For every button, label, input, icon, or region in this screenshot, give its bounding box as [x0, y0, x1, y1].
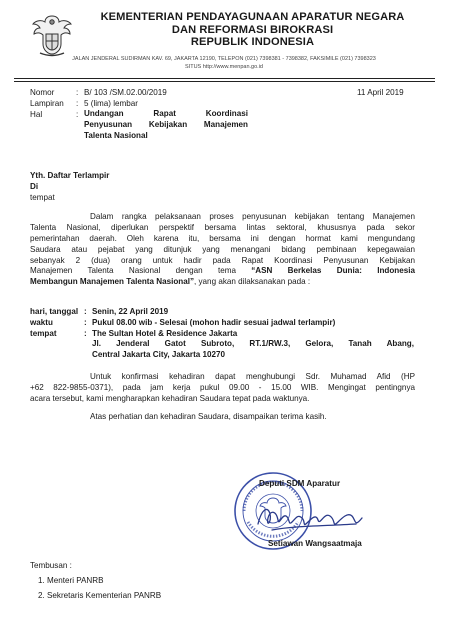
signatory-name: Setiawan Wangsaatmaja [268, 539, 362, 548]
letterhead [80, 11, 425, 49]
tempat-line-3: Central Jakarta City, Jakarta 10270 [92, 349, 226, 359]
hari-value: Senin, 22 April 2019 [92, 307, 169, 316]
p1-line-3: pemerintahan daerah. Oleh karena itu, bersama ini dengan hormat kami mengundang [30, 233, 415, 243]
signatory-title: Deputi SDM Aparatur [259, 479, 341, 488]
waktu-value: Pukul 08.00 wib - Selesai (mohon hadir sesuai jadwal terlampir) [92, 318, 336, 327]
letterhead-line-1: KEMENTERIAN PENDAYAGUNAAN APARATUR NEGARA [100, 11, 405, 23]
hari-label: hari, tanggal [30, 307, 79, 316]
p2-line-1: Untuk konfirmasi kehadiran dapat menghubungi Sdr. Muhamad Afid (HP [90, 372, 415, 381]
letterhead-rule-thin [14, 81, 435, 82]
p1-line-7-text: , yang akan dilaksanakan pada : [194, 277, 311, 287]
hal-value [84, 109, 248, 142]
letterhead-address [18, 55, 430, 71]
p1-line-7 [30, 277, 415, 288]
p2-line-2: +62 822-9855-0371), pada jam kerja pukul 09.00 - 15.00 WIB. Mengingat pentingnya [30, 382, 415, 392]
letter-date: 11 April 2019 [357, 88, 404, 97]
tempat-line-2: Jl. Jenderal Gatot Subroto, RT.1/RW.3, Gelora, Tanah Abang, [92, 339, 414, 348]
recipient-line-2: Di [30, 182, 39, 191]
tembusan-label: Tembusan : [30, 561, 72, 570]
p1-line-4: Saudara atau pejabat yang ditunjuk yang menangani bidang pembinaan kepegawaian [30, 244, 415, 254]
website-text: SITUS http://www.menpan.go.id [185, 64, 263, 70]
body-paragraph-1 [30, 212, 415, 288]
lampiran-colon: : [76, 99, 79, 108]
tempat-address [92, 339, 414, 361]
p1-theme-part-2: Membangun Manajemen Talenta Nasional” [30, 277, 195, 287]
nomor-value: B/ 103 /SM.02.00/2019 [84, 88, 167, 97]
tempat-line-1: The Sultan Hotel & Residence Jakarta [92, 329, 238, 338]
p2-line-3: acara tersebut, kami mengharapkan kehadiran Saudara tepat pada waktunya. [30, 393, 310, 403]
hal-line-1: Undangan Rapat Koordinasi [84, 109, 248, 118]
waktu-colon: : [84, 318, 87, 327]
tembusan-item-2: 2. Sekretaris Kementerian PANRB [38, 591, 162, 600]
hal-label: Hal [30, 110, 43, 119]
letterhead-line-2: DAN REFORMASI BIROKRASI [171, 23, 334, 36]
tempat-colon: : [84, 329, 87, 338]
recipient-line-1: Yth. Daftar Terlampir [30, 171, 110, 180]
p1-line-5: sebanyak 2 (dua) orang untuk hadir pada Rapat Koordinasi Penyusunan Kebijakan [30, 255, 415, 265]
lampiran-label: Lampiran [30, 99, 64, 108]
address-text: JALAN JENDERAL SUDIRMAN KAV. 69, JAKARTA 12190, TELEPON (021) 7398381 - 7398382, FAKSIMILE (021) 7398323 [72, 56, 376, 62]
p1-line-1: Dalam rangka pelaksanaan proses penyusunan kebijakan tentang Manajemen [90, 212, 415, 221]
tembusan-item-1: 1. Menteri PANRB [38, 576, 104, 585]
nomor-label: Nomor [30, 88, 55, 97]
letterhead-line-3: REPUBLIK INDONESIA [190, 36, 315, 49]
lampiran-value: 5 (lima) lembar [84, 99, 138, 108]
p1-line-2: Talenta Nasional, diperlukan perspektif bersama lintas sektoral, khususnya pada sekor [30, 222, 415, 232]
body-paragraph-3: Atas perhatian dan kehadiran Saudara, disampaikan terima kasih. [90, 412, 327, 421]
garuda-emblem-icon [30, 10, 74, 58]
letterhead-rule-thick [14, 78, 435, 79]
tempat-label: tempat [30, 329, 57, 338]
hal-line-3: Talenta Nasional [84, 130, 148, 140]
hal-colon: : [76, 110, 79, 119]
hal-line-2: Penyusunan Kebijakan Manajemen [84, 119, 248, 129]
p1-theme-part-1: “ASN Berkelas Dunia: Indonesia [251, 266, 415, 276]
p1-line-6 [30, 266, 415, 277]
hari-colon: : [84, 307, 87, 316]
p1-line-6-text: Manajemen Talenta Nasional dengan tema [30, 266, 252, 276]
waktu-label: waktu [30, 318, 53, 327]
body-paragraph-2 [30, 372, 415, 405]
recipient-line-3: tempat [30, 193, 55, 202]
nomor-colon: : [76, 88, 79, 97]
handwritten-signature [252, 500, 370, 534]
